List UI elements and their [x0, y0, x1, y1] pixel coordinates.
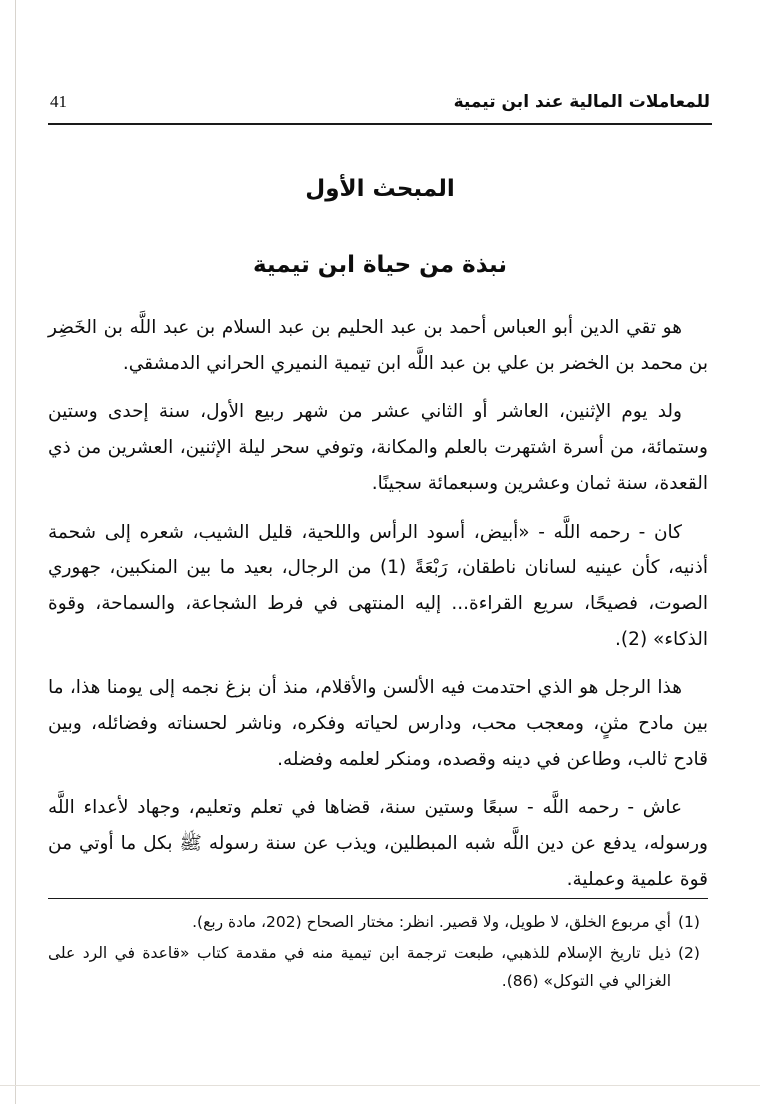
- footnote-marker: (2): [678, 943, 700, 962]
- running-header: [50, 92, 710, 112]
- scan-edge-left: [15, 0, 16, 1104]
- footnote-separator: [48, 898, 708, 899]
- footnote-text: أي مربوع الخلق، لا طويل، ولا قصير. انظر: مختار الصحاح (202، مادة ربع).: [192, 913, 671, 931]
- page-number: 41: [50, 92, 67, 111]
- header-rule: [48, 123, 712, 125]
- footnotes-section: [48, 898, 708, 996]
- running-header-title: للمعاملات المالية عند ابن تيمية: [453, 92, 710, 112]
- scan-edge-bottom: [0, 1085, 760, 1086]
- footnote-text: ذيل تاريخ الإسلام للذهبي، طبعت ترجمة ابن تيمية منه في مقدمة كتاب «قاعدة في الرد على الغزالي في التوكل» (86).: [48, 943, 671, 991]
- paragraph-life-summary: عاش - رحمه اللَّه - سبعًا وستين سنة، قضاها في تعلم وتعليم، وجهاد لأعداء اللَّه ورسوله، يدفع عن دين اللَّه شبه المبطلين، ويذب عن سنة رسوله ﷺ بكل ما أوتي من قوة علمية وعملية.: [48, 797, 708, 890]
- chapter-heading: المبحث الأول: [305, 176, 455, 202]
- paragraph-biography-lineage: هو تقي الدين أبو العباس أحمد بن عبد الحليم بن عبد السلام بن عبد اللَّه بن الخَضِر بن محمد بن الخضر بن علي بن عبد اللَّه ابن تيمية النميري الحراني الدمشقي.: [48, 317, 708, 374]
- paragraph-controversy: هذا الرجل هو الذي احتدمت فيه الألسن والأقلام، منذ أن بزغ نجمه إلى يومنا هذا، ما بين مادح مثنٍ، ومعجب محب، ودارس لحياته وفكره، وناشر لحسناته وفضائله، وبين قادح ثالب، وطاعن في دينه وقصده، ومنكر لعلمه وفضله.: [48, 677, 708, 770]
- paragraph-description: كان - رحمه اللَّه - «أبيض، أسود الرأس واللحية، قليل الشيب، شعره إلى شحمة أذنيه، كأن عينيه لسانان ناطقان، رَبْعَةً (1) من الرجال، بعيد ما بين المنكبين، جهوري الصوت، فصيحًا، سريع القراءة... إليه المنتهى في فرط الشجاعة، والسماحة، وقوة الذكاء» (2).: [48, 521, 708, 650]
- paragraph-birth-death: ولد يوم الإثنين، العاشر أو الثاني عشر من شهر ربيع الأول، سنة إحدى وستين وستمائة، من أسرة اشتهرت بالعلم والمكانة، وتوفي سحر ليلة الإثنين، العشرين من ذي القعدة، سنة ثمان وعشرين وسبعمائة سجينًا.: [48, 401, 708, 494]
- footnote-marker: (1): [678, 913, 700, 931]
- section-heading: نبذة من حياة ابن تيمية: [252, 252, 508, 278]
- body-text: [48, 310, 708, 911]
- footnote-item: [48, 939, 708, 996]
- footnote-item: [48, 908, 708, 937]
